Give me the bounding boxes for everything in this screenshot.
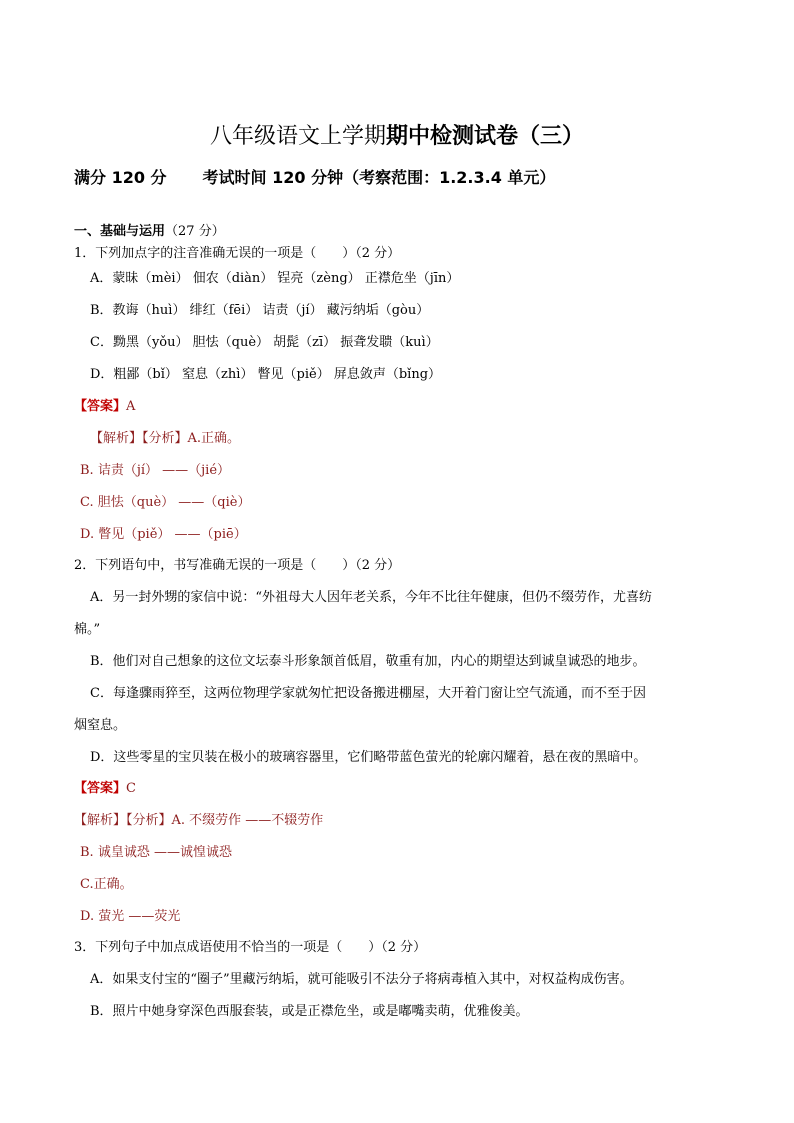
q2-analysis-d: D. 萤光 ——荧光 — [80, 909, 181, 924]
q1-analysis: 【解析】【分析】A.正确。 — [90, 431, 241, 446]
score-total: 满分 120 分 — [74, 168, 167, 187]
q1-analysis-d: D. 瞥见（piě） ——（piē） — [80, 527, 247, 542]
q2-option-c: C．每逢骤雨猝至，这两位物理学家就匆忙把设备搬进棚屋，大开着门窗让空气流通，而不至于因 — [90, 686, 646, 701]
title-bold: 期中检测试卷（三） — [386, 123, 585, 149]
q2-analysis-c: C.正确。 — [80, 877, 133, 892]
q2-option-a: A．另一封外甥的家信中说：“外祖母大人因年老关系，今年不比往年健康，但仍不缀劳作，尤喜纺 — [90, 590, 653, 605]
q2-analysis: 【解析】【分析】A. 不缀劳作 ——不辍劳作 — [74, 813, 324, 828]
title-normal: 八年级语文上学期 — [209, 124, 386, 149]
q2-answer: 【答案】C — [74, 781, 136, 796]
q2-option-b: B．他们对自己想象的这位文坛泰斗形象颔首低眉，敬重有加，内心的期望达到诚皇诚恐的地步。 — [90, 654, 646, 669]
exam-info — [74, 166, 555, 190]
q2-stem: 2．下列语句中，书写准确无误的一项是（ ）（2 分） — [74, 558, 401, 573]
q3-option-b: B．照片中她身穿深色西服套装，或是正襟危坐，或是嘟嘴卖萌，优雅俊美。 — [90, 1004, 529, 1019]
q2-option-c-cont: 烟窒息。 — [74, 718, 127, 733]
q1-option-b: B．教诲（huì） 绯红（fēi） 诘责（jí） 藏污纳垢（gòu） — [90, 303, 430, 318]
q1-analysis-b: B. 诘责（jí） ——（jié） — [80, 463, 231, 478]
q1-analysis-c: C. 胆怯（què） ——（qiè） — [80, 495, 251, 510]
q2-option-d: D．这些零星的宝贝装在极小的玻璃容器里，它们略带蓝色萤光的轮廓闪耀着，悬在夜的黑暗中。 — [90, 750, 647, 765]
q1-option-a: A．蒙昧（mèi） 佃农（diàn） 锃亮（zèng） 正襟危坐（jīn） — [90, 271, 460, 286]
page-title — [0, 120, 794, 153]
q1-stem: 1．下列加点字的注音准确无误的一项是（ ）（2 分） — [74, 246, 401, 261]
q2-option-a-cont: 棉。” — [74, 622, 101, 637]
q1-option-c: C．黝黑（yǒu） 胆怯（què） 胡髭（zī） 振聋发聩（kuì） — [90, 335, 439, 350]
section-heading: 一、基础与运用（27 分） — [74, 224, 225, 239]
q1-answer: 【答案】A — [74, 399, 136, 414]
q3-option-a: A．如果支付宝的“圈子”里藏污纳垢，就可能吸引不法分子将病毒植入其中，对权益构成伤害。 — [90, 972, 633, 987]
q1-option-d: D．粗鄙（bǐ） 窒息（zhì） 瞥见（piě） 屏息敛声（bǐng） — [90, 367, 442, 382]
q2-analysis-b: B. 诚皇诚恐 ——诚惶诚恐 — [80, 845, 232, 860]
time-scope: 考试时间 120 分钟（考察范围：1.2.3.4 单元） — [202, 168, 556, 187]
q3-stem: 3．下列句子中加点成语使用不恰当的一项是（ ）（2 分） — [74, 940, 427, 955]
